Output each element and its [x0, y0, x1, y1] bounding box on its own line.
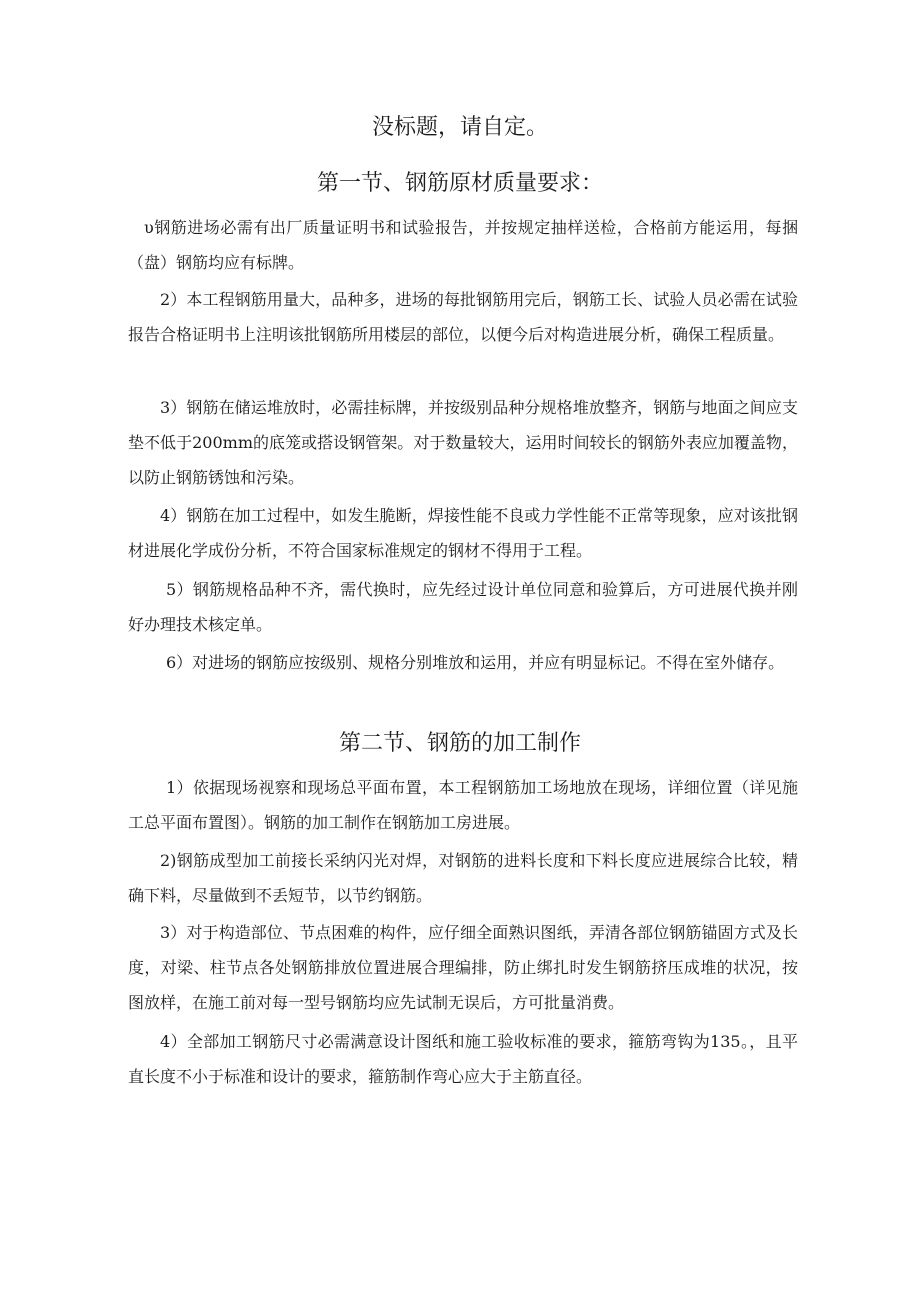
paragraph: 3）钢筋在储运堆放时，必需挂标牌，并按级别品种分规格堆放整齐，钢筋与地面之间应支垫不低于200mm的底笼或搭设钢管架。对于数量较大，运用时间较长的钢筋外表应加覆盖物，以防止钢筋锈蚀和污染。	[128, 398, 798, 487]
document-title: 没标题，请自定。	[371, 115, 548, 140]
section-heading-2: 第二节、钢筋的加工制作	[338, 731, 581, 756]
paragraph: 2）本工程钢筋用量大，品种多，进场的每批钢筋用完后，钢筋工长、试验人员必需在试验报告合格证明书上注明该批钢筋所用楼层的部位，以便今后对构造进展分析，确保工程质量。	[128, 290, 798, 344]
paragraph: 6）对进场的钢筋应按级别、规格分别堆放和运用，并应有明显标记。不得在室外储存。	[166, 653, 785, 672]
paragraph: 3）对于构造部位、节点困难的构件，应仔细全面熟识图纸，弄清各部位钢筋锚固方式及长度，对梁、柱节点各处钢筋排放位置进展合理编排，防止绑扎时发生钢筋挤压成堆的状况，按图放样，在施工前对每一型号钢筋均应先试制无误后，方可批量消费。	[128, 923, 798, 1012]
paragraph: 4）钢筋在加工过程中，如发生脆断，焊接性能不良或力学性能不正常等现象，应对该批钢材进展化学成份分析，不符合国家标准规定的钢材不得用于工程。	[128, 506, 798, 560]
paragraph: υ钢筋进场必需有出厂质量证明书和试验报告，并按规定抽样送检，合格前方能运用，每捆（盘）钢筋均应有标牌。	[128, 218, 798, 272]
paragraph: 4）全部加工钢筋尺寸必需满意设计图纸和施工验收标准的要求，箍筋弯钩为135。，且平直长度不小于标准和设计的要求，箍筋制作弯心应大于主筋直径。	[128, 1032, 798, 1086]
paragraph: 1）依据现场视察和现场总平面布置，本工程钢筋加工场地放在现场，详细位置（详见施工总平面布置图）。钢筋的加工制作在钢筋加工房进展。	[128, 778, 798, 832]
section-heading-1: 第一节、钢筋原材质量要求：	[316, 171, 603, 196]
paragraph: 5）钢筋规格品种不齐，需代换时，应先经过设计单位同意和验算后，方可进展代换并刚好办理技术核定单。	[128, 580, 798, 634]
paragraph: 2)钢筋成型加工前接长采纳闪光对焊，对钢筋的进料长度和下料长度应进展综合比较，精确下料，尽量做到不丢短节，以节约钢筋。	[128, 851, 798, 905]
